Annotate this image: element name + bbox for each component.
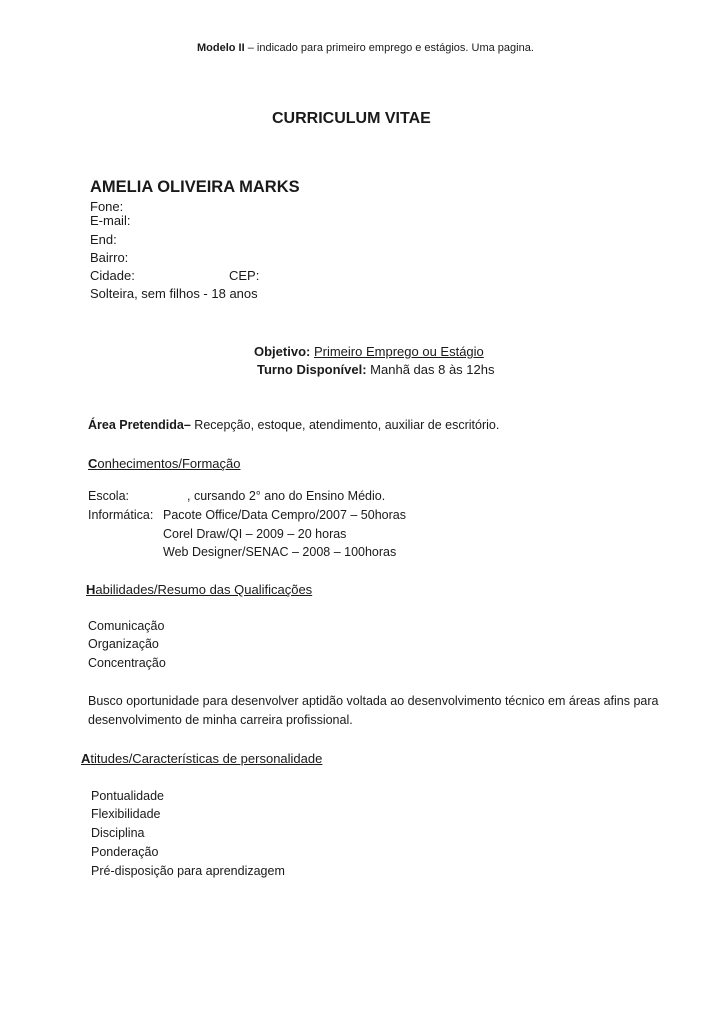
shift-label: Turno Disponível: (257, 362, 367, 377)
shift-value: Manhã das 8 às 12hs (370, 362, 495, 377)
objective-line (254, 344, 484, 359)
end-label: End: (90, 232, 117, 247)
area-line (88, 418, 499, 432)
cep-label: CEP: (229, 268, 260, 283)
objective-value: Primeiro Emprego ou Estágio (313, 344, 484, 359)
section-conhecimentos (88, 456, 240, 471)
cidade-label: Cidade: (90, 268, 135, 283)
course-item: Web Designer/SENAC – 2008 – 100horas (163, 545, 397, 559)
informatica-label: Informática: (88, 508, 154, 522)
trait-item: Disciplina (91, 826, 145, 840)
trait-item: Pré-disposição para aprendizagem (91, 864, 285, 878)
section-conhecimentos-rest: onhecimentos/Formação (97, 456, 241, 471)
shift-line (257, 362, 494, 377)
summary-line-1: Busco oportunidade para desenvolver aptidão voltada ao desenvolvimento técnico em áreas afins para (88, 694, 659, 708)
course-item: Pacote Office/Data Cempro/2007 – 50horas (163, 508, 406, 522)
skill-item: Organização (88, 637, 159, 651)
section-atitudes-initial: A (81, 751, 91, 766)
model-note-bold: Modelo II (197, 42, 245, 54)
area-value: Recepção, estoque, atendimento, auxiliar de escritório. (190, 418, 500, 432)
trait-item: Pontualidade (91, 789, 164, 803)
fone-label: Fone: (90, 199, 124, 214)
person-name: AMELIA OLIVEIRA MARKS (90, 178, 300, 196)
course-item: Corel Draw/QI – 2009 – 20 horas (163, 527, 347, 541)
skill-item: Concentração (88, 656, 166, 670)
document-title: CURRICULUM VITAE (272, 110, 431, 127)
marital-status: Solteira, sem filhos - 18 anos (90, 286, 258, 301)
model-note-rest: – indicado para primeiro emprego e estágios. Uma pagina. (244, 42, 534, 54)
area-label: Área Pretendida– (88, 418, 191, 432)
model-note (197, 42, 534, 54)
section-atitudes (81, 751, 322, 766)
email-label: E-mail: (90, 213, 131, 228)
section-habilidades-initial: H (86, 582, 96, 597)
skill-item: Comunicação (88, 619, 165, 633)
section-habilidades-rest: abilidades/Resumo das Qualificações (95, 582, 313, 597)
trait-item: Flexibilidade (91, 807, 161, 821)
section-habilidades (86, 582, 312, 597)
section-conhecimentos-initial: C (88, 456, 98, 471)
trait-item: Ponderação (91, 845, 159, 859)
summary-line-2: desenvolvimento de minha carreira profissional. (88, 713, 353, 727)
bairro-label: Bairro: (90, 250, 129, 265)
escola-label: Escola: (88, 489, 129, 503)
escola-value: , cursando 2° ano do Ensino Médio. (187, 489, 386, 503)
objective-label: Objetivo: (254, 344, 311, 359)
section-atitudes-rest: titudes/Características de personalidade (90, 751, 323, 766)
